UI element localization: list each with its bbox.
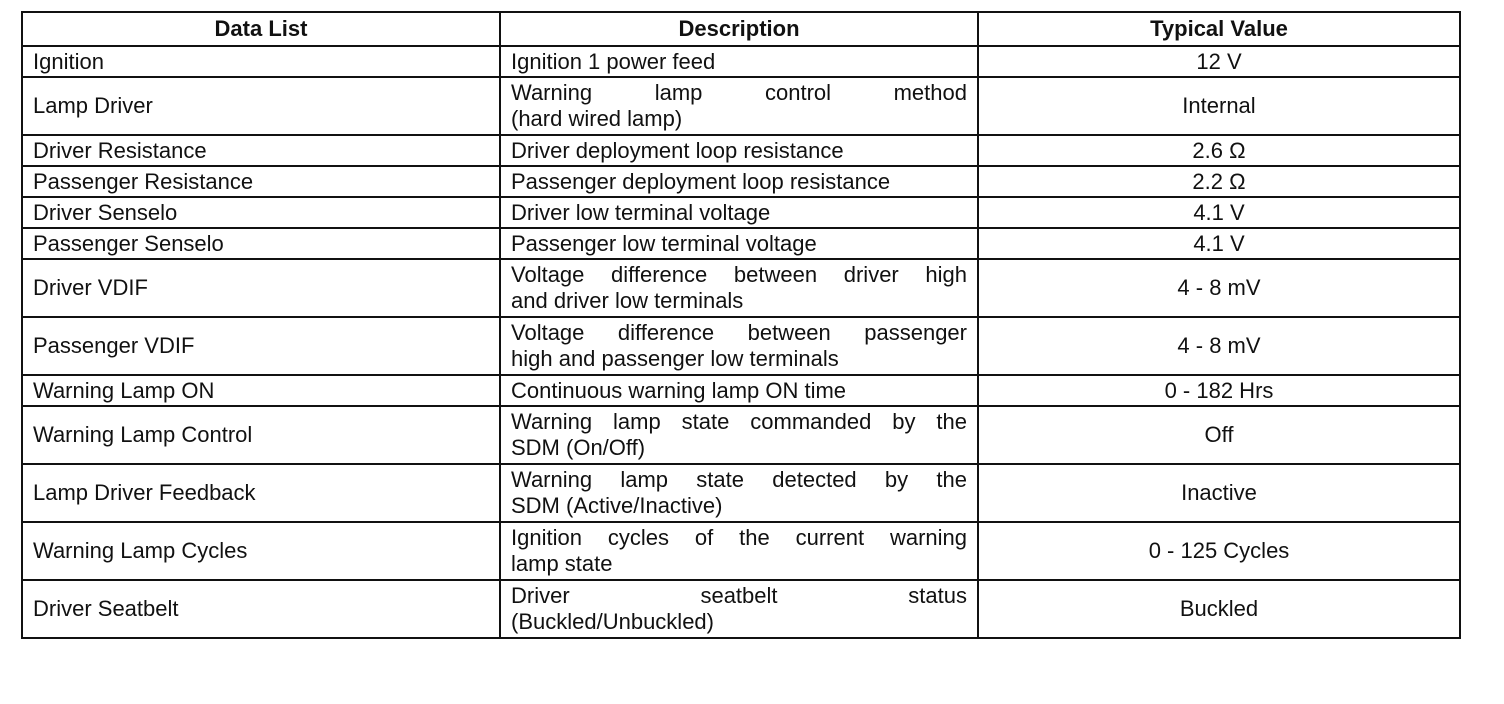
header-description: Description (500, 12, 978, 46)
typical-value-cell: 0 - 125 Cycles (978, 522, 1460, 580)
header-typical-value: Typical Value (978, 12, 1460, 46)
description-line: Driver low terminal voltage (511, 199, 771, 225)
data-list-cell: Warning Lamp Cycles (22, 522, 500, 580)
table-row (22, 259, 1460, 317)
typical-value-cell: 2.6 Ω (978, 135, 1460, 166)
data-list-cell: Lamp Driver (22, 77, 500, 135)
description-line: lamp state (511, 551, 613, 576)
data-list-cell: Warning Lamp ON (22, 375, 500, 406)
description-cell (500, 259, 978, 317)
description-line: Voltage difference between driver high (511, 262, 967, 287)
description-line: Passenger deployment loop resistance (511, 168, 891, 194)
description-line: SDM (On/Off) (511, 435, 646, 460)
description-cell (500, 46, 978, 77)
table-row (22, 228, 1460, 259)
description-cell (500, 77, 978, 135)
header-data-list: Data List (22, 12, 500, 46)
header-row (22, 12, 1460, 46)
table-row (22, 464, 1460, 522)
data-list-cell: Passenger Senselo (22, 228, 500, 259)
description-cell (500, 228, 978, 259)
description-cell (500, 522, 978, 580)
data-list-cell: Passenger Resistance (22, 166, 500, 197)
typical-value-cell: 4.1 V (978, 228, 1460, 259)
description-cell (500, 375, 978, 406)
description-line: Voltage difference between passenger (511, 320, 967, 345)
data-list-cell: Warning Lamp Control (22, 406, 500, 464)
description-cell (500, 197, 978, 228)
description-line: high and passenger low terminals (511, 346, 839, 371)
description-line: Warning lamp state detected by the (511, 467, 967, 492)
description-line: Warning lamp control method (511, 80, 967, 105)
data-list-cell: Driver Seatbelt (22, 580, 500, 638)
description-cell (500, 317, 978, 375)
table-row (22, 375, 1460, 406)
typical-value-cell: Buckled (978, 580, 1460, 638)
data-list-table (21, 11, 1461, 639)
table-row (22, 46, 1460, 77)
description-line: Driver deployment loop resistance (511, 137, 844, 163)
description-line: Driver seatbelt status (511, 583, 967, 608)
description-line: Ignition cycles of the current warning (511, 525, 967, 550)
typical-value-cell: Internal (978, 77, 1460, 135)
description-line: Ignition 1 power feed (511, 48, 716, 74)
table-row (22, 197, 1460, 228)
typical-value-cell: 12 V (978, 46, 1460, 77)
data-list-cell: Driver Senselo (22, 197, 500, 228)
typical-value-cell: Off (978, 406, 1460, 464)
data-list-cell: Ignition (22, 46, 500, 77)
description-cell (500, 166, 978, 197)
data-list-cell: Driver VDIF (22, 259, 500, 317)
description-cell (500, 580, 978, 638)
data-list-cell: Lamp Driver Feedback (22, 464, 500, 522)
description-line: Passenger low terminal voltage (511, 230, 817, 256)
table-row (22, 166, 1460, 197)
table-body (22, 46, 1460, 638)
typical-value-cell: Inactive (978, 464, 1460, 522)
data-list-cell: Driver Resistance (22, 135, 500, 166)
table-row (22, 406, 1460, 464)
typical-value-cell: 4 - 8 mV (978, 259, 1460, 317)
typical-value-cell: 2.2 Ω (978, 166, 1460, 197)
data-list-cell: Passenger VDIF (22, 317, 500, 375)
description-line: Warning lamp state commanded by the (511, 409, 967, 434)
table-row (22, 135, 1460, 166)
table-row (22, 77, 1460, 135)
description-cell (500, 406, 978, 464)
description-cell (500, 135, 978, 166)
typical-value-cell: 4.1 V (978, 197, 1460, 228)
table-row (22, 580, 1460, 638)
description-line: Continuous warning lamp ON time (511, 377, 847, 403)
description-line: (Buckled/Unbuckled) (511, 609, 714, 634)
description-line: SDM (Active/Inactive) (511, 493, 723, 518)
description-line: and driver low terminals (511, 288, 744, 313)
description-cell (500, 464, 978, 522)
table-row (22, 317, 1460, 375)
typical-value-cell: 0 - 182 Hrs (978, 375, 1460, 406)
typical-value-cell: 4 - 8 mV (978, 317, 1460, 375)
table-row (22, 522, 1460, 580)
description-line: (hard wired lamp) (511, 106, 683, 131)
